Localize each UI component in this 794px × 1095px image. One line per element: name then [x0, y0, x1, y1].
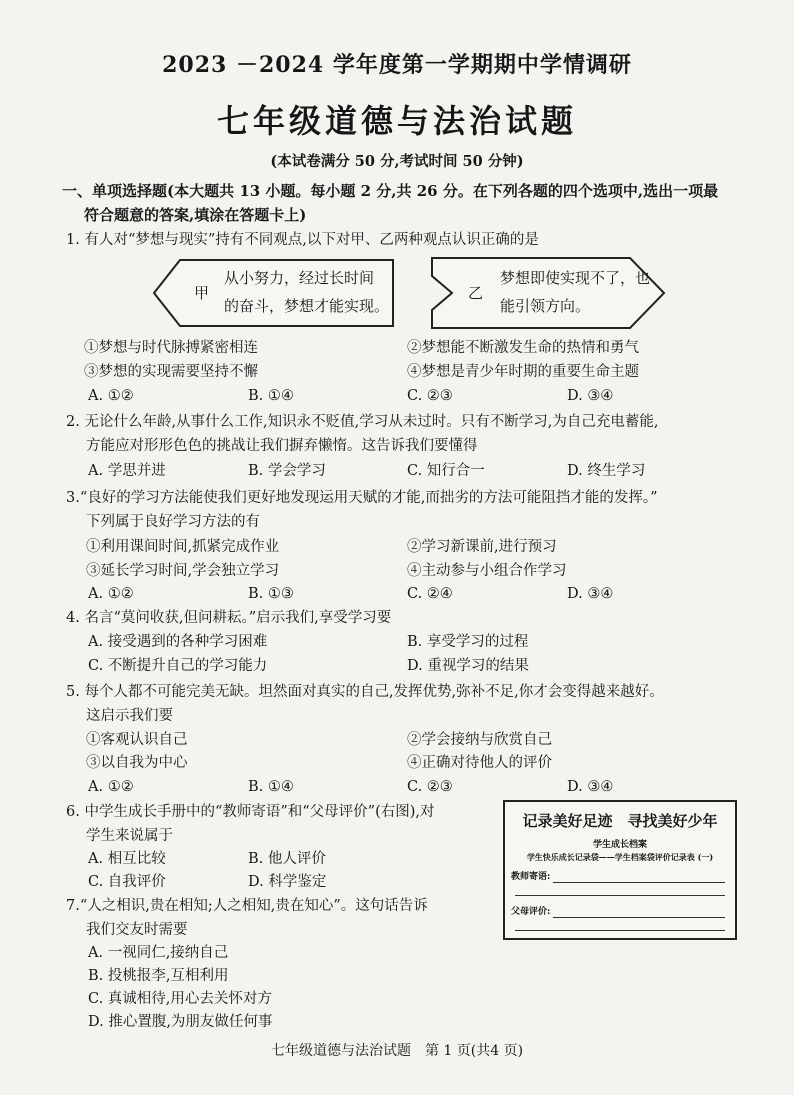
q3-option-c: C. ②④: [407, 586, 453, 602]
q2-stem-line1: 2. 无论什么年龄,从事什么工作,知识永不贬值,学习从未过时。只有不断学习,为自己充电蓄能,: [66, 414, 659, 430]
q3-stem-line2: 下列属于良好学习方法的有: [86, 514, 260, 530]
q1-statement-2: ②梦想能不断激发生命的热情和勇气: [407, 340, 639, 356]
q3-option-d: D. ③④: [567, 586, 614, 602]
q2-option-d: D. 终生学习: [567, 463, 646, 479]
q2-option-a: A. 学思并进: [88, 463, 166, 479]
student-record-card: [503, 800, 737, 940]
q3-statement-4: ④主动参与小组合作学习: [407, 563, 567, 579]
q7-stem-line1: 7.“人之相识,贵在相知;人之相知,贵在知心”。这句话告诉: [66, 898, 428, 914]
page-footer: 七年级道德与法治试题 第 1 页(共4 页): [270, 1043, 524, 1059]
q5-stem-line1: 5. 每个人都不可能完美无缺。坦然面对真实的自己,发挥优势,弥补不足,你才会变得越来越好。: [66, 684, 664, 700]
parent-comment-label: 父母评价:: [511, 907, 551, 917]
q4-stem: 4. 名言“莫问收获,但问耕耘。”启示我们,享受学习要: [66, 610, 392, 626]
exam-period-title: 2023 －2024 学年度第一学期期中学情调研: [162, 52, 632, 78]
q1-option-b: B. ①④: [248, 388, 294, 404]
q5-option-c: C. ②③: [407, 779, 453, 795]
q5-statement-3: ③以自我为中心: [86, 755, 188, 771]
record-card-subtitle: 学生成长档案: [592, 840, 647, 850]
q4-option-d: D. 重视学习的结果: [407, 658, 529, 674]
teacher-comment-line: [553, 882, 725, 883]
q7-option-d: D. 推心置腹,为朋友做任何事: [88, 1014, 273, 1030]
q4-option-b: B. 享受学习的过程: [407, 634, 529, 650]
q2-stem-line2: 方能应对形形色色的挑战让我们摒弃懒惰。这告诉我们要懂得: [86, 438, 478, 454]
q1-stem: 1. 有人对“梦想与现实”持有不同观点,以下对甲、乙两种观点认识正确的是: [66, 232, 539, 248]
q6-option-a: A. 相互比较: [88, 851, 166, 867]
q7-stem-line2: 我们交友时需要: [86, 922, 188, 938]
q1-statement-3: ③梦想的实现需要坚持不懈: [84, 364, 258, 380]
q7-option-c: C. 真诚相待,用心去关怀对方: [88, 991, 272, 1007]
q3-statement-2: ②学习新课前,进行预习: [407, 539, 557, 555]
q5-statement-1: ①客观认识自己: [86, 732, 188, 748]
q7-option-b: B. 投桃报李,互相利用: [88, 968, 229, 984]
exam-note: (本试卷满分 50 分,考试时间 50 分钟): [270, 153, 524, 170]
exam-subject-title: 七年级道德与法治试题: [216, 102, 577, 140]
q2-option-b: B. 学会学习: [248, 463, 326, 479]
q5-option-d: D. ③④: [567, 779, 614, 795]
q1-statement-1: ①梦想与时代脉搏紧密相连: [84, 340, 258, 356]
q5-stem-line2: 这启示我们要: [86, 708, 173, 724]
viewpoint-yi-line1: 梦想即使实现不了，也: [500, 269, 651, 287]
q6-option-c: C. 自我评价: [88, 874, 166, 890]
q3-option-b: B. ①③: [248, 586, 294, 602]
section-heading: 一、单项选择题(本大题共 13 小题。每小题 2 分,共 26 分。在下列各题的四个选项中,选出一项最: [62, 182, 719, 200]
q7-option-a: A. 一视同仁,接纳自己: [88, 945, 229, 961]
teacher-comment-line-2: [515, 895, 725, 896]
q5-statement-4: ④正确对待他人的评价: [407, 755, 552, 771]
viewpoint-jia-line1: 从小努力，经过长时间: [224, 269, 375, 287]
q5-option-b: B. ①④: [248, 779, 294, 795]
q3-statement-1: ①利用课间时间,抓紧完成作业: [86, 539, 280, 555]
parent-comment-line-2: [515, 930, 725, 931]
viewpoint-jia-label: 甲: [194, 284, 210, 302]
q4-option-c: C. 不断提升自己的学习能力: [88, 658, 268, 674]
q6-option-d: D. 科学鉴定: [248, 874, 327, 890]
q1-option-a: A. ①②: [88, 388, 134, 404]
viewpoint-yi-label: 乙: [468, 284, 484, 302]
parent-comment-line: [553, 917, 725, 918]
q2-option-c: C. 知行合一: [407, 463, 485, 479]
q6-stem-line1: 6. 中学生成长手册中的“教师寄语”和“父母评价”(右图),对: [66, 804, 435, 820]
q4-option-a: A. 接受遇到的各种学习困难: [88, 634, 268, 650]
q5-option-a: A. ①②: [88, 779, 134, 795]
section-heading-cont: 符合题意的答案,填涂在答题卡上): [84, 206, 307, 224]
q3-option-a: A. ①②: [88, 586, 134, 602]
viewpoint-yi-line2: 能引领方向。: [500, 297, 591, 315]
q5-statement-2: ②学会接纳与欣赏自己: [407, 732, 552, 748]
q6-option-b: B. 他人评价: [248, 851, 326, 867]
record-card-title: 记录美好足迹 寻找美好少年: [522, 812, 718, 830]
record-card-subtitle-2: 学生快乐成长记录袋——学生档案袋评价记录表 (一): [526, 852, 714, 862]
q3-statement-3: ③延长学习时间,学会独立学习: [86, 563, 280, 579]
q6-stem-line2: 学生来说属于: [86, 828, 173, 844]
q3-stem-line1: 3.“良好的学习方法能使我们更好地发现运用天赋的才能,而拙劣的方法可能阻挡才能的发挥。”: [66, 490, 658, 506]
viewpoint-jia-line2: 的奋斗，梦想才能实现。: [224, 297, 390, 315]
teacher-comment-label: 教师寄语:: [511, 872, 551, 882]
q1-option-d: D. ③④: [567, 388, 614, 404]
q1-option-c: C. ②③: [407, 388, 453, 404]
q1-statement-4: ④梦想是青少年时期的重要生命主题: [407, 364, 639, 380]
